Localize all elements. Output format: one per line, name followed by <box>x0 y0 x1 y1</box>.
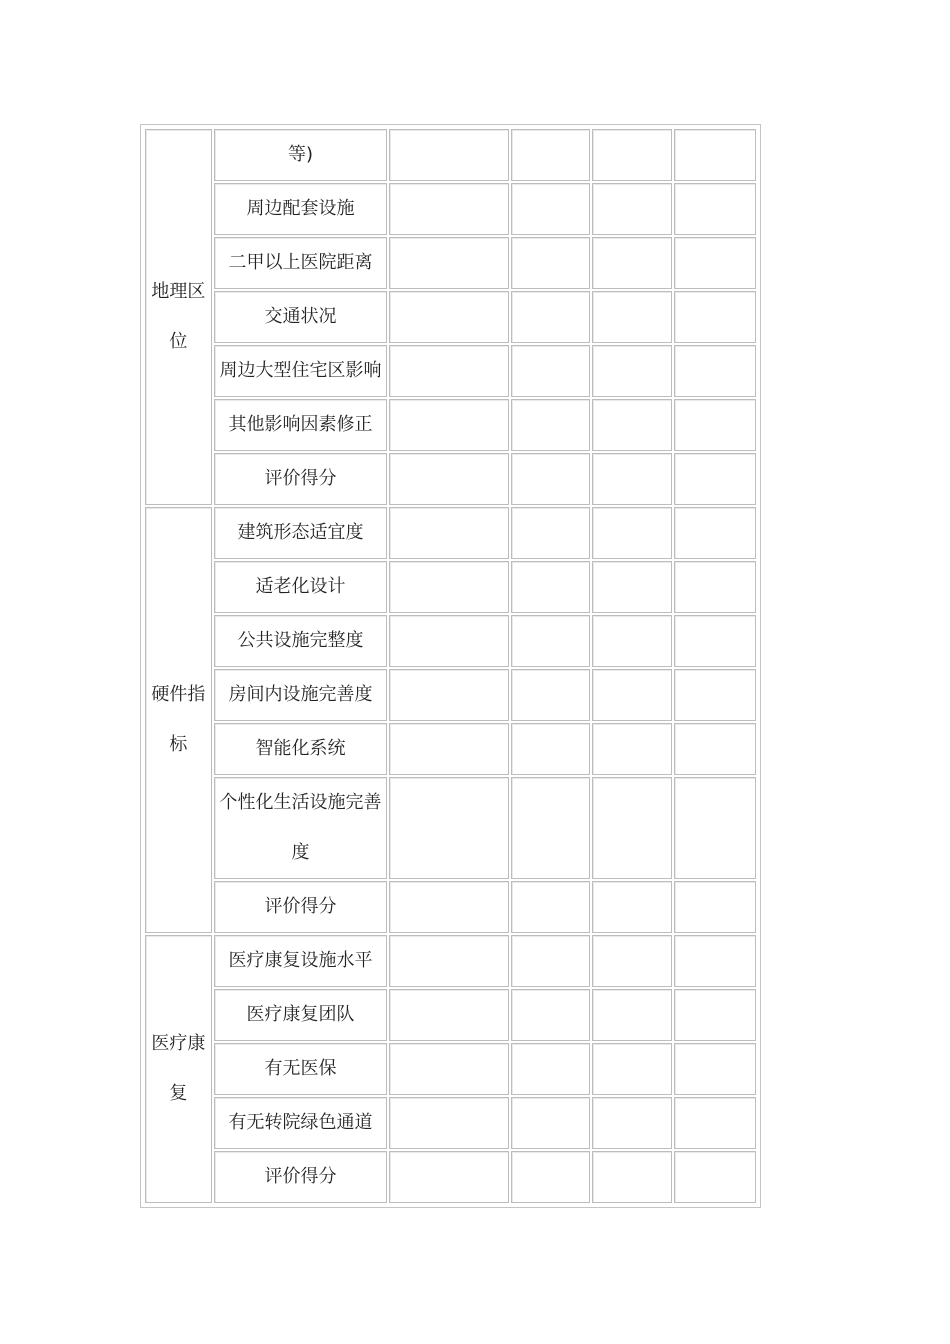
score-cell <box>592 935 672 987</box>
score-cell <box>674 1043 756 1095</box>
score-cell <box>674 669 756 721</box>
score-cell <box>511 723 591 775</box>
item-cell: 医疗康复团队 <box>214 989 388 1041</box>
table-row <box>145 345 756 397</box>
table-row <box>145 881 756 933</box>
score-cell <box>389 669 508 721</box>
item-cell: 周边配套设施 <box>214 183 388 235</box>
score-cell <box>592 1151 672 1203</box>
table-row <box>145 507 756 559</box>
score-cell <box>511 881 591 933</box>
score-cell <box>389 345 508 397</box>
table-row <box>145 669 756 721</box>
score-cell <box>674 399 756 451</box>
score-cell <box>389 615 508 667</box>
score-cell <box>389 723 508 775</box>
score-cell <box>389 183 508 235</box>
evaluation-table-frame <box>140 124 761 1208</box>
score-cell <box>592 453 672 505</box>
score-cell <box>592 881 672 933</box>
score-cell <box>674 723 756 775</box>
score-cell <box>592 291 672 343</box>
item-cell: 公共设施完整度 <box>214 615 388 667</box>
item-cell: 周边大型住宅区影响 <box>214 345 388 397</box>
score-cell <box>389 291 508 343</box>
score-cell <box>592 723 672 775</box>
score-cell <box>592 1097 672 1149</box>
item-cell: 房间内设施完善度 <box>214 669 388 721</box>
item-cell: 等) <box>214 129 388 181</box>
table-row <box>145 935 756 987</box>
score-cell <box>592 237 672 289</box>
score-cell <box>511 453 591 505</box>
score-cell <box>389 935 508 987</box>
score-cell <box>674 345 756 397</box>
score-cell <box>674 237 756 289</box>
category-cell: 硬件指标 <box>145 507 212 933</box>
score-cell <box>511 561 591 613</box>
table-row <box>145 723 756 775</box>
score-cell <box>511 507 591 559</box>
score-cell <box>511 1151 591 1203</box>
score-cell <box>674 129 756 181</box>
table-row <box>145 129 756 181</box>
item-cell: 其他影响因素修正 <box>214 399 388 451</box>
score-cell <box>389 399 508 451</box>
table-row <box>145 183 756 235</box>
table-row <box>145 777 756 879</box>
score-cell <box>674 1151 756 1203</box>
score-cell <box>511 935 591 987</box>
score-cell <box>674 989 756 1041</box>
score-cell <box>674 935 756 987</box>
score-cell <box>511 615 591 667</box>
score-cell <box>674 453 756 505</box>
item-cell: 医疗康复设施水平 <box>214 935 388 987</box>
score-cell <box>674 507 756 559</box>
score-cell <box>592 129 672 181</box>
score-cell <box>674 183 756 235</box>
item-cell: 交通状况 <box>214 291 388 343</box>
category-cell: 地理区位 <box>145 129 212 505</box>
table-row <box>145 561 756 613</box>
table-row <box>145 1097 756 1149</box>
score-cell <box>674 615 756 667</box>
item-cell: 评价得分 <box>214 1151 388 1203</box>
score-cell <box>592 561 672 613</box>
score-cell <box>389 1043 508 1095</box>
score-cell <box>592 777 672 879</box>
score-cell <box>592 1043 672 1095</box>
score-cell <box>511 183 591 235</box>
score-cell <box>389 453 508 505</box>
score-cell <box>389 777 508 879</box>
score-cell <box>674 561 756 613</box>
table-row <box>145 1043 756 1095</box>
score-cell <box>511 399 591 451</box>
score-cell <box>511 1043 591 1095</box>
score-cell <box>592 669 672 721</box>
score-cell <box>511 777 591 879</box>
score-cell <box>511 345 591 397</box>
evaluation-table <box>143 127 758 1205</box>
score-cell <box>592 507 672 559</box>
score-cell <box>389 561 508 613</box>
score-cell <box>592 615 672 667</box>
score-cell <box>592 345 672 397</box>
score-cell <box>674 291 756 343</box>
score-cell <box>592 183 672 235</box>
score-cell <box>389 507 508 559</box>
category-cell: 医疗康复 <box>145 935 212 1203</box>
item-cell: 二甲以上医院距离 <box>214 237 388 289</box>
score-cell <box>674 1097 756 1149</box>
item-cell: 个性化生活设施完善度 <box>214 777 388 879</box>
score-cell <box>389 1097 508 1149</box>
score-cell <box>674 777 756 879</box>
score-cell <box>511 291 591 343</box>
score-cell <box>389 129 508 181</box>
score-cell <box>511 237 591 289</box>
score-cell <box>511 129 591 181</box>
score-cell <box>592 989 672 1041</box>
score-cell <box>389 1151 508 1203</box>
table-row <box>145 453 756 505</box>
table-row <box>145 291 756 343</box>
score-cell <box>511 989 591 1041</box>
score-cell <box>674 881 756 933</box>
score-cell <box>592 399 672 451</box>
table-row <box>145 399 756 451</box>
score-cell <box>511 669 591 721</box>
table-row <box>145 989 756 1041</box>
item-cell: 评价得分 <box>214 881 388 933</box>
item-cell: 智能化系统 <box>214 723 388 775</box>
table-row <box>145 1151 756 1203</box>
score-cell <box>389 989 508 1041</box>
item-cell: 适老化设计 <box>214 561 388 613</box>
table-row <box>145 237 756 289</box>
score-cell <box>389 881 508 933</box>
score-cell <box>389 237 508 289</box>
score-cell <box>511 1097 591 1149</box>
item-cell: 有无转院绿色通道 <box>214 1097 388 1149</box>
item-cell: 建筑形态适宜度 <box>214 507 388 559</box>
table-row <box>145 615 756 667</box>
item-cell: 评价得分 <box>214 453 388 505</box>
item-cell: 有无医保 <box>214 1043 388 1095</box>
